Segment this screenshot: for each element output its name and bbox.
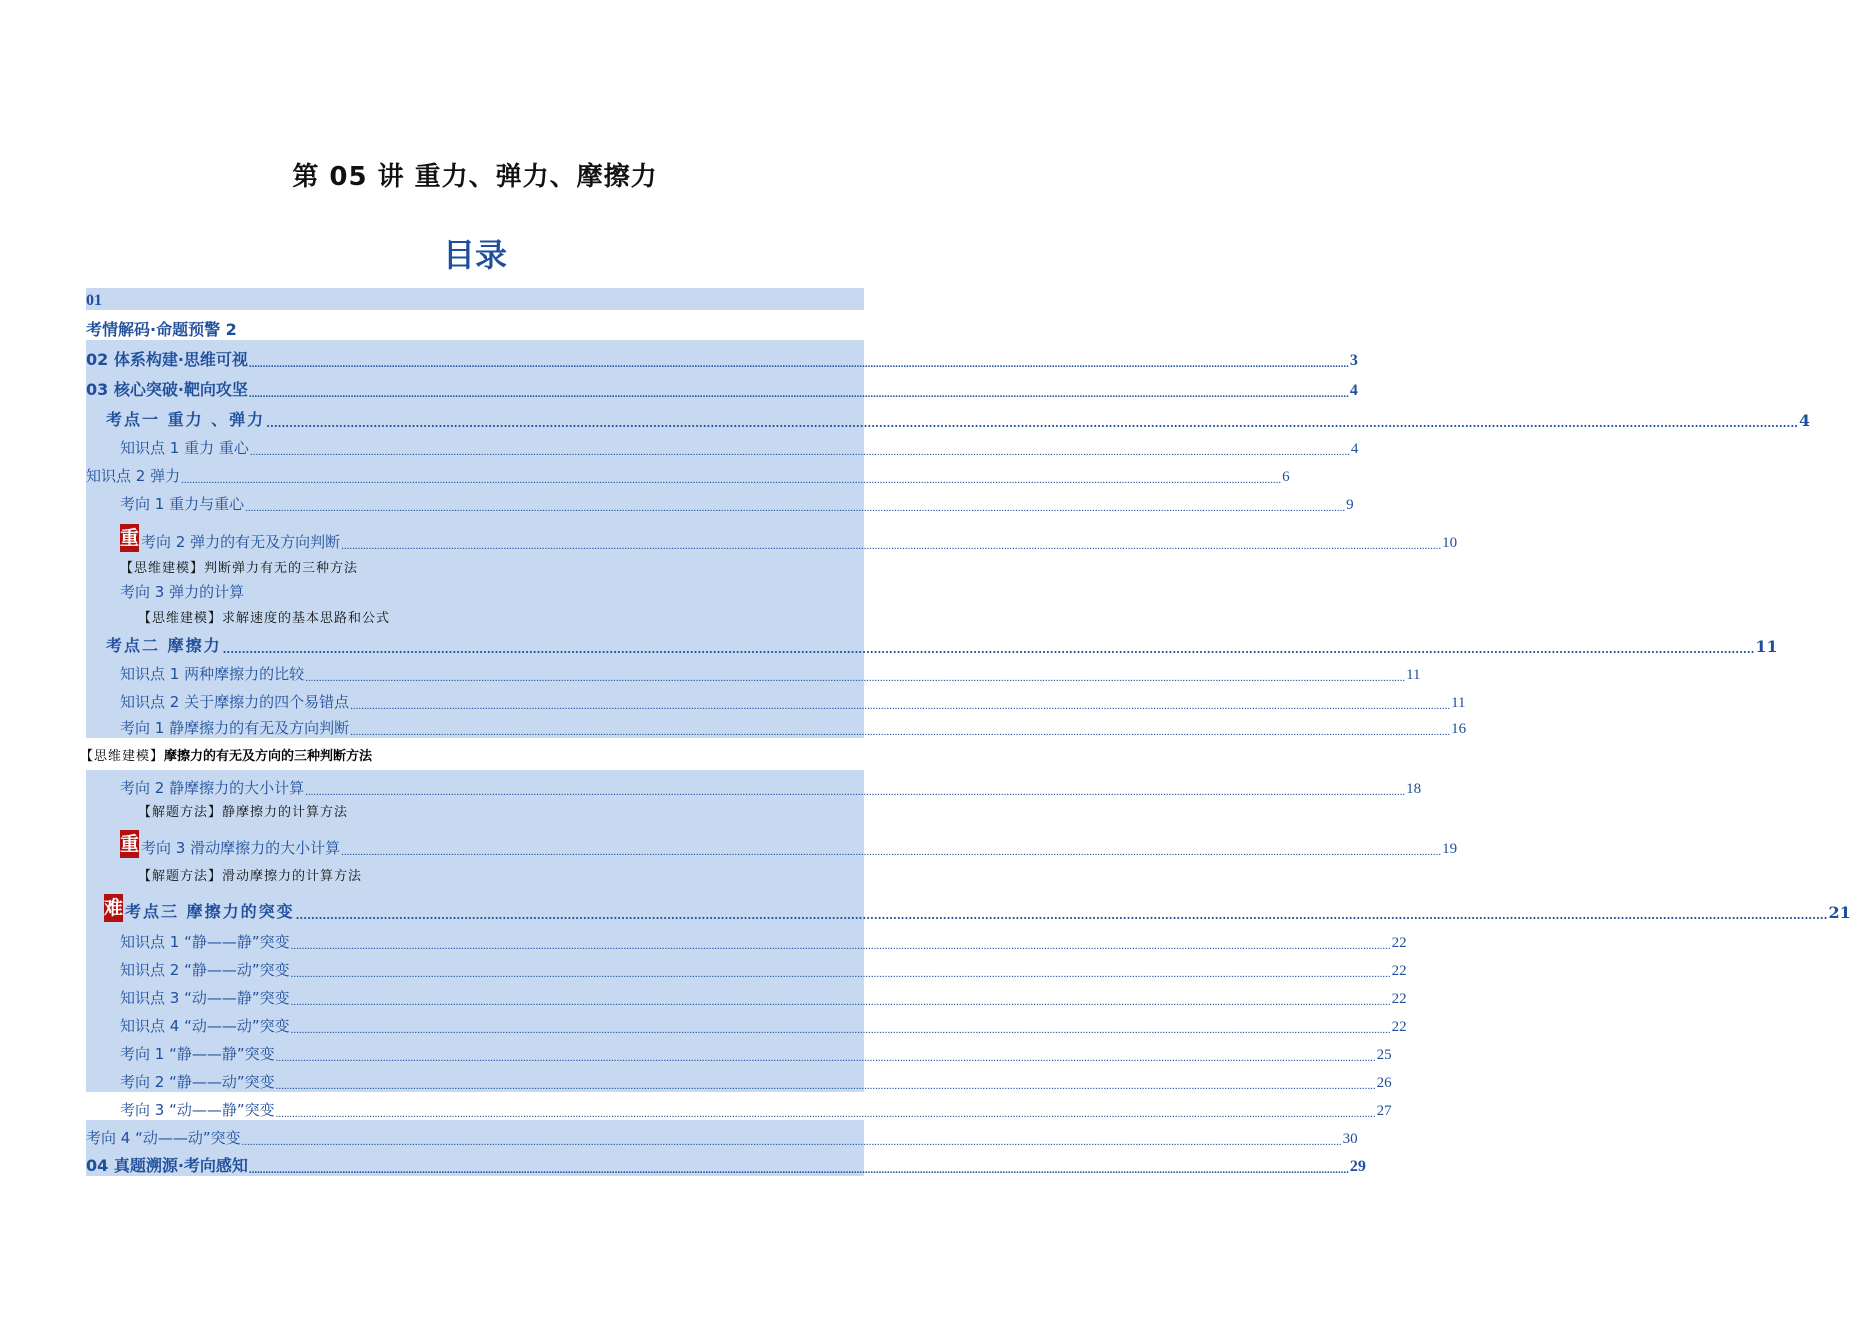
toc-page-number: 11 — [1451, 695, 1466, 711]
leader-dots: ................................................................................................................................................................................................................................................................................................................................................................................................................ — [275, 1052, 1376, 1064]
toc-page-number: 4 — [1349, 382, 1358, 399]
toc-entry-label: 考点二 摩擦力 — [106, 636, 222, 655]
toc-entry-direction-3[interactable] — [86, 576, 864, 602]
leader-dots: ................................................................................................................................................................................................................................................................................................................................................................................................................ — [350, 726, 1451, 738]
toc-page-number: 4 — [1799, 411, 1811, 430]
toc-entry-friction-direction-2[interactable] — [86, 770, 1422, 798]
toc-entry-label: 考点三 摩擦力的突变 — [125, 902, 295, 921]
toc-entry-label: 知识点 1 “静——静”突变 — [120, 933, 290, 951]
table-of-contents — [80, 288, 1851, 1176]
toc-entry-topic-2[interactable] — [86, 626, 1778, 656]
toc-page-number: 11 — [1406, 667, 1421, 683]
leader-dots: ................................................................................................................................................................................................................................................................................................................................................................................................................ — [266, 417, 1798, 430]
toc-page-number: 30 — [1342, 1131, 1358, 1147]
toc-entry-label: 考向 1 重力与重心 — [120, 495, 245, 513]
leader-dots: ................................................................................................................................................................................................................................................................................................................................................................................................................ — [249, 446, 1350, 458]
toc-entry-sudden-knowledge-4[interactable] — [86, 1008, 1407, 1036]
important-badge-icon: 重 — [120, 524, 139, 552]
toc-entry-label: 考向 3 弹力的计算 — [120, 583, 245, 601]
toc-page-number: 9 — [1346, 497, 1354, 513]
toc-entry-label: 知识点 3 “动——静”突变 — [120, 989, 290, 1007]
toc-entry-direction-1[interactable] — [86, 486, 1354, 514]
hard-badge-icon: 难 — [104, 894, 123, 922]
toc-entry-label: 考向 1 静摩擦力的有无及方向判断 — [120, 719, 350, 737]
leader-dots: ................................................................................................................................................................................................................................................................................................................................................................................................................ — [248, 388, 1349, 400]
leader-dots: ................................................................................................................................................................................................................................................................................................................................................................................................................ — [222, 643, 1755, 656]
toc-entry-label: 考向 3 滑动摩擦力的大小计算 — [141, 839, 341, 857]
toc-entry-friction-knowledge-1[interactable] — [86, 656, 1421, 684]
toc-entry-label: 考向 2 弹力的有无及方向判断 — [141, 533, 341, 551]
toc-page-number: 11 — [1755, 637, 1778, 656]
toc-entry-topic-1[interactable] — [86, 400, 1811, 430]
toc-note-solution-method-2[interactable] — [86, 858, 864, 884]
toc-entry-label-bold: 摩擦力的有无及方向的三种判断方法 — [164, 748, 373, 764]
toc-page-number: 25 — [1376, 1047, 1392, 1063]
toc-entry-topic-3[interactable] — [86, 884, 1851, 922]
toc-entry-knowledge-2[interactable] — [86, 458, 1290, 486]
toc-page-number: 26 — [1376, 1075, 1392, 1091]
toc-entry-exam-analysis[interactable] — [86, 310, 864, 340]
toc-page-number: 19 — [1442, 841, 1458, 857]
toc-page-number: 22 — [1391, 963, 1407, 979]
toc-entry-label: 【思维建模】判断弹力有无的三种方法 — [120, 561, 359, 576]
toc-entry-sudden-knowledge-2[interactable] — [86, 952, 1407, 980]
toc-entry-label: 考情解码·命题预警 2 — [86, 320, 237, 339]
leader-dots: ................................................................................................................................................................................................................................................................................................................................................................................................................ — [245, 502, 1346, 514]
toc-entry-sudden-direction-4[interactable] — [86, 1120, 1358, 1148]
toc-page-number: 22 — [1391, 1019, 1407, 1035]
toc-entry-label: 考点一 重力 、弹力 — [106, 410, 266, 429]
leader-dots: ................................................................................................................................................................................................................................................................................................................................................................................................................ — [295, 909, 1828, 922]
toc-entry-04[interactable] — [86, 1148, 1366, 1176]
toc-entry-label: 01 — [86, 292, 102, 309]
toc-page-number: 16 — [1451, 721, 1467, 737]
toc-entry-friction-knowledge-2[interactable] — [86, 684, 1466, 712]
toc-entry-sudden-knowledge-1[interactable] — [86, 922, 1407, 952]
toc-entry-label: 【思维建模】 — [80, 748, 165, 764]
toc-page-number: 29 — [1349, 1158, 1366, 1175]
toc-entry-label: 知识点 2 “静——动”突变 — [120, 961, 290, 979]
leader-dots: ................................................................................................................................................................................................................................................................................................................................................................................................................ — [290, 996, 1391, 1008]
toc-page-number: 27 — [1376, 1103, 1392, 1119]
toc-entry-02[interactable] — [86, 340, 1358, 370]
toc-entry-label: 03 核心突破·靶向攻坚 — [86, 380, 248, 399]
leader-dots: ................................................................................................................................................................................................................................................................................................................................................................................................................ — [305, 786, 1406, 798]
toc-entry-label: 02 体系构建·思维可视 — [86, 350, 248, 369]
toc-entry-label: 考向 4 “动——动”突变 — [86, 1129, 241, 1147]
leader-dots: ................................................................................................................................................................................................................................................................................................................................................................................................................ — [290, 940, 1391, 952]
toc-entry-label: 考向 3 “动——静”突变 — [120, 1101, 275, 1119]
important-badge-icon: 重 — [120, 830, 139, 858]
leader-dots: ................................................................................................................................................................................................................................................................................................................................................................................................................ — [305, 672, 1406, 684]
leader-dots: ................................................................................................................................................................................................................................................................................................................................................................................................................ — [181, 474, 1282, 486]
toc-entry-sudden-direction-2[interactable] — [86, 1064, 1392, 1092]
toc-entry-label: 考向 1 “静——静”突变 — [120, 1045, 275, 1063]
toc-heading: 目录 — [442, 236, 507, 274]
leader-dots: ................................................................................................................................................................................................................................................................................................................................................................................................................ — [341, 540, 1442, 552]
toc-entry-label: 【解题方法】静摩擦力的计算方法 — [138, 805, 349, 820]
toc-page-number: 22 — [1391, 991, 1407, 1007]
toc-page-number: 18 — [1406, 781, 1422, 797]
toc-page-number: 10 — [1442, 535, 1458, 551]
toc-note-thinking-model-3[interactable] — [80, 738, 864, 770]
toc-entry-label: 知识点 1 重力 重心 — [120, 439, 249, 457]
document-title: 第 05 讲 重力、弹力、摩擦力 — [292, 162, 658, 192]
toc-entry-label: 【解题方法】滑动摩擦力的计算方法 — [138, 869, 363, 884]
toc-entry-label: 【思维建模】求解速度的基本思路和公式 — [138, 611, 391, 626]
toc-note-thinking-model-2[interactable] — [86, 602, 864, 626]
toc-entry-friction-direction-1[interactable] — [86, 712, 1467, 738]
leader-dots: ................................................................................................................................................................................................................................................................................................................................................................................................................ — [248, 1164, 1349, 1176]
toc-entry-sudden-direction-3[interactable] — [86, 1092, 1392, 1120]
toc-page-number: 6 — [1282, 469, 1290, 485]
toc-note-solution-method-1[interactable] — [86, 798, 864, 820]
toc-entry-01[interactable] — [86, 288, 864, 310]
leader-dots: ................................................................................................................................................................................................................................................................................................................................................................................................................ — [290, 1024, 1391, 1036]
toc-entry-direction-2[interactable] — [86, 514, 1458, 552]
toc-entry-sudden-knowledge-3[interactable] — [86, 980, 1407, 1008]
leader-dots: ................................................................................................................................................................................................................................................................................................................................................................................................................ — [275, 1080, 1376, 1092]
toc-entry-label: 知识点 4 “动——动”突变 — [120, 1017, 290, 1035]
leader-dots: ................................................................................................................................................................................................................................................................................................................................................................................................................ — [241, 1136, 1342, 1148]
toc-entry-label: 考向 2 静摩擦力的大小计算 — [120, 779, 305, 797]
leader-dots: ................................................................................................................................................................................................................................................................................................................................................................................................................ — [341, 846, 1442, 858]
leader-dots: ................................................................................................................................................................................................................................................................................................................................................................................................................ — [290, 968, 1391, 980]
toc-entry-03[interactable] — [86, 370, 1358, 400]
leader-dots: ................................................................................................................................................................................................................................................................................................................................................................................................................ — [350, 700, 1451, 712]
toc-entry-label: 知识点 1 两种摩擦力的比较 — [120, 665, 305, 683]
toc-entry-knowledge-1[interactable] — [86, 430, 1359, 458]
toc-page-number: 22 — [1391, 935, 1407, 951]
toc-entry-label: 知识点 2 关于摩擦力的四个易错点 — [120, 693, 350, 711]
toc-entry-label: 知识点 2 弹力 — [86, 467, 181, 485]
leader-dots: ................................................................................................................................................................................................................................................................................................................................................................................................................ — [248, 358, 1349, 370]
leader-dots: ................................................................................................................................................................................................................................................................................................................................................................................................................ — [275, 1108, 1376, 1120]
toc-page-number: 3 — [1349, 352, 1358, 369]
toc-entry-sudden-direction-1[interactable] — [86, 1036, 1392, 1064]
toc-page-number: 4 — [1350, 441, 1359, 457]
toc-note-thinking-model-1[interactable] — [86, 552, 864, 576]
toc-page-number: 21 — [1828, 903, 1851, 922]
toc-entry-label: 04 真题溯源·考向感知 — [86, 1156, 248, 1175]
toc-entry-label: 考向 2 “静——动”突变 — [120, 1073, 275, 1091]
toc-entry-friction-direction-3[interactable] — [86, 820, 1458, 858]
